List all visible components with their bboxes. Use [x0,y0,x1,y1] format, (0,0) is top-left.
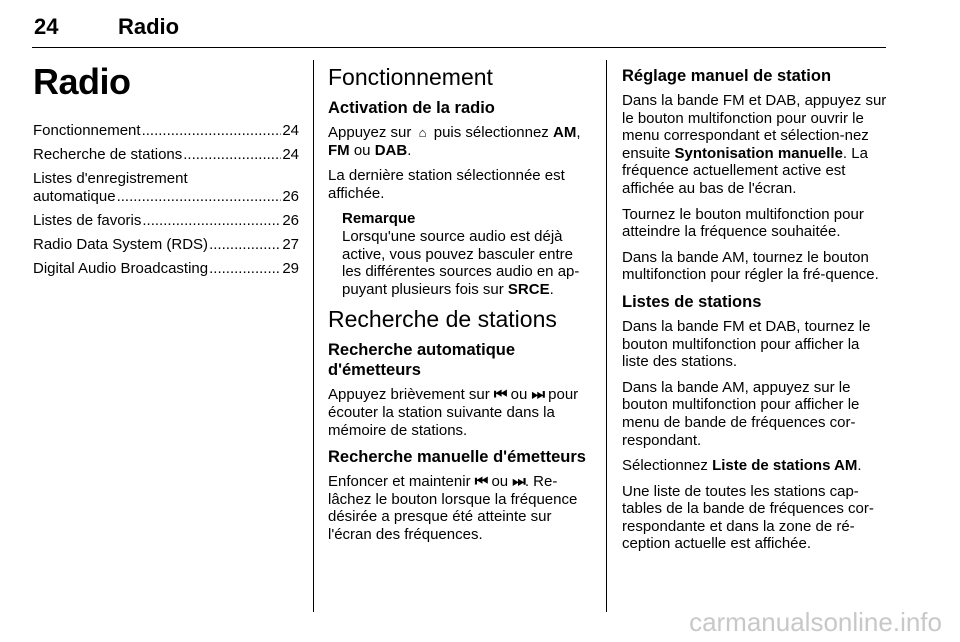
content-column-2 [328,60,592,552]
paragraph: Enfoncer et maintenir ⏮ ou ⏭. Re-lâchez le bouton lorsque la fréquence désirée a presque été atteinte sur l'écran des fréquences. [328,473,578,543]
chapter-title: Radio [33,61,131,102]
watermark: carmanualsonline.info [689,607,942,637]
toc-item[interactable]: Listes d'enregistrement automatique ..... 26 [33,170,299,206]
toc-item[interactable]: Radio Data System (RDS) ..... 27 [33,236,299,254]
note-title: Remarque [342,210,416,228]
toc-item[interactable]: Fonctionnement ..... 24 [33,122,299,140]
heading-recherche-manuelle: Recherche manuelle d'émetteurs [328,448,586,467]
paragraph: Une liste de toutes les stations cap-tables de la bande de fréquences cor-respondante et dans la zone de ré-ception actuelle est affichée. [622,482,874,553]
heading-listes-stations: Listes de stations [622,292,762,311]
heading-reglage-manuel: Réglage manuel de station [622,67,832,85]
heading-fonctionnement: Fonctionnement [328,64,493,90]
paragraph: Dans la bande AM, appuyez sur le bouton multifonction pour afficher le menu de bande de fréquences cor-respondant. [622,378,860,449]
toc-column [33,60,299,284]
previous-track-icon: ⏮ [493,386,507,404]
column-divider-2 [606,60,607,612]
toc-item[interactable]: Listes de favoris ..... 26 [33,212,299,230]
header-rule [32,47,886,48]
paragraph: Dans la bande FM et DAB, appuyez sur le bouton multifonction pour ouvrir le menu correspondant et sélection-nez ensuite Syntonisation manuelle. La fréquence actuellement active est affichée au bas de l'écran. [622,92,887,197]
paragraph: Appuyez brièvement sur ⏮ ou ⏭ pour écouter la station suivante dans la mémoire de stations. [328,386,579,439]
heading-recherche-stations: Recherche de stations [328,306,557,333]
page-number: 24 [34,14,59,39]
paragraph: Sélectionnez Liste de stations AM. [622,457,862,475]
toc-item[interactable]: Recherche de stations ..... 24 [33,146,299,164]
column-divider-1 [313,60,314,612]
paragraph: La dernière station sélectionnée est affichée. [328,167,565,202]
content-column-3 [622,60,888,561]
paragraph: Dans la bande FM et DAB, tournez le bouton multifonction pour afficher la liste des stations. [622,317,871,371]
heading-recherche-auto: Recherche automatique d'émetteurs [328,341,516,380]
note-text: Lorsqu'une source audio est déjà active, vous pouvez basculer entre les différentes sources audio en ap-puyant plusieurs fois sur SRCE. [342,227,580,298]
page-header [32,14,884,42]
next-track-icon: ⏭ [512,473,525,491]
previous-track-icon: ⏮ [474,473,488,491]
header-section-title: Radio [118,14,180,39]
paragraph: Appuyez sur ⌂ puis sélectionnez AM, FM ou DAB. [328,124,581,159]
toc-item[interactable]: Digital Audio Broadcasting ..... 29 [33,260,299,278]
note-box [342,210,592,298]
paragraph: Dans la bande AM, tournez le bouton multifonction pour régler la fré-quence. [622,248,879,284]
next-track-icon: ⏭ [531,386,544,404]
heading-activation: Activation de la radio [328,99,495,117]
paragraph: Tournez le bouton multifonction pour atteindre la fréquence souhaitée. [622,205,864,241]
home-icon: ⌂ [418,125,427,140]
